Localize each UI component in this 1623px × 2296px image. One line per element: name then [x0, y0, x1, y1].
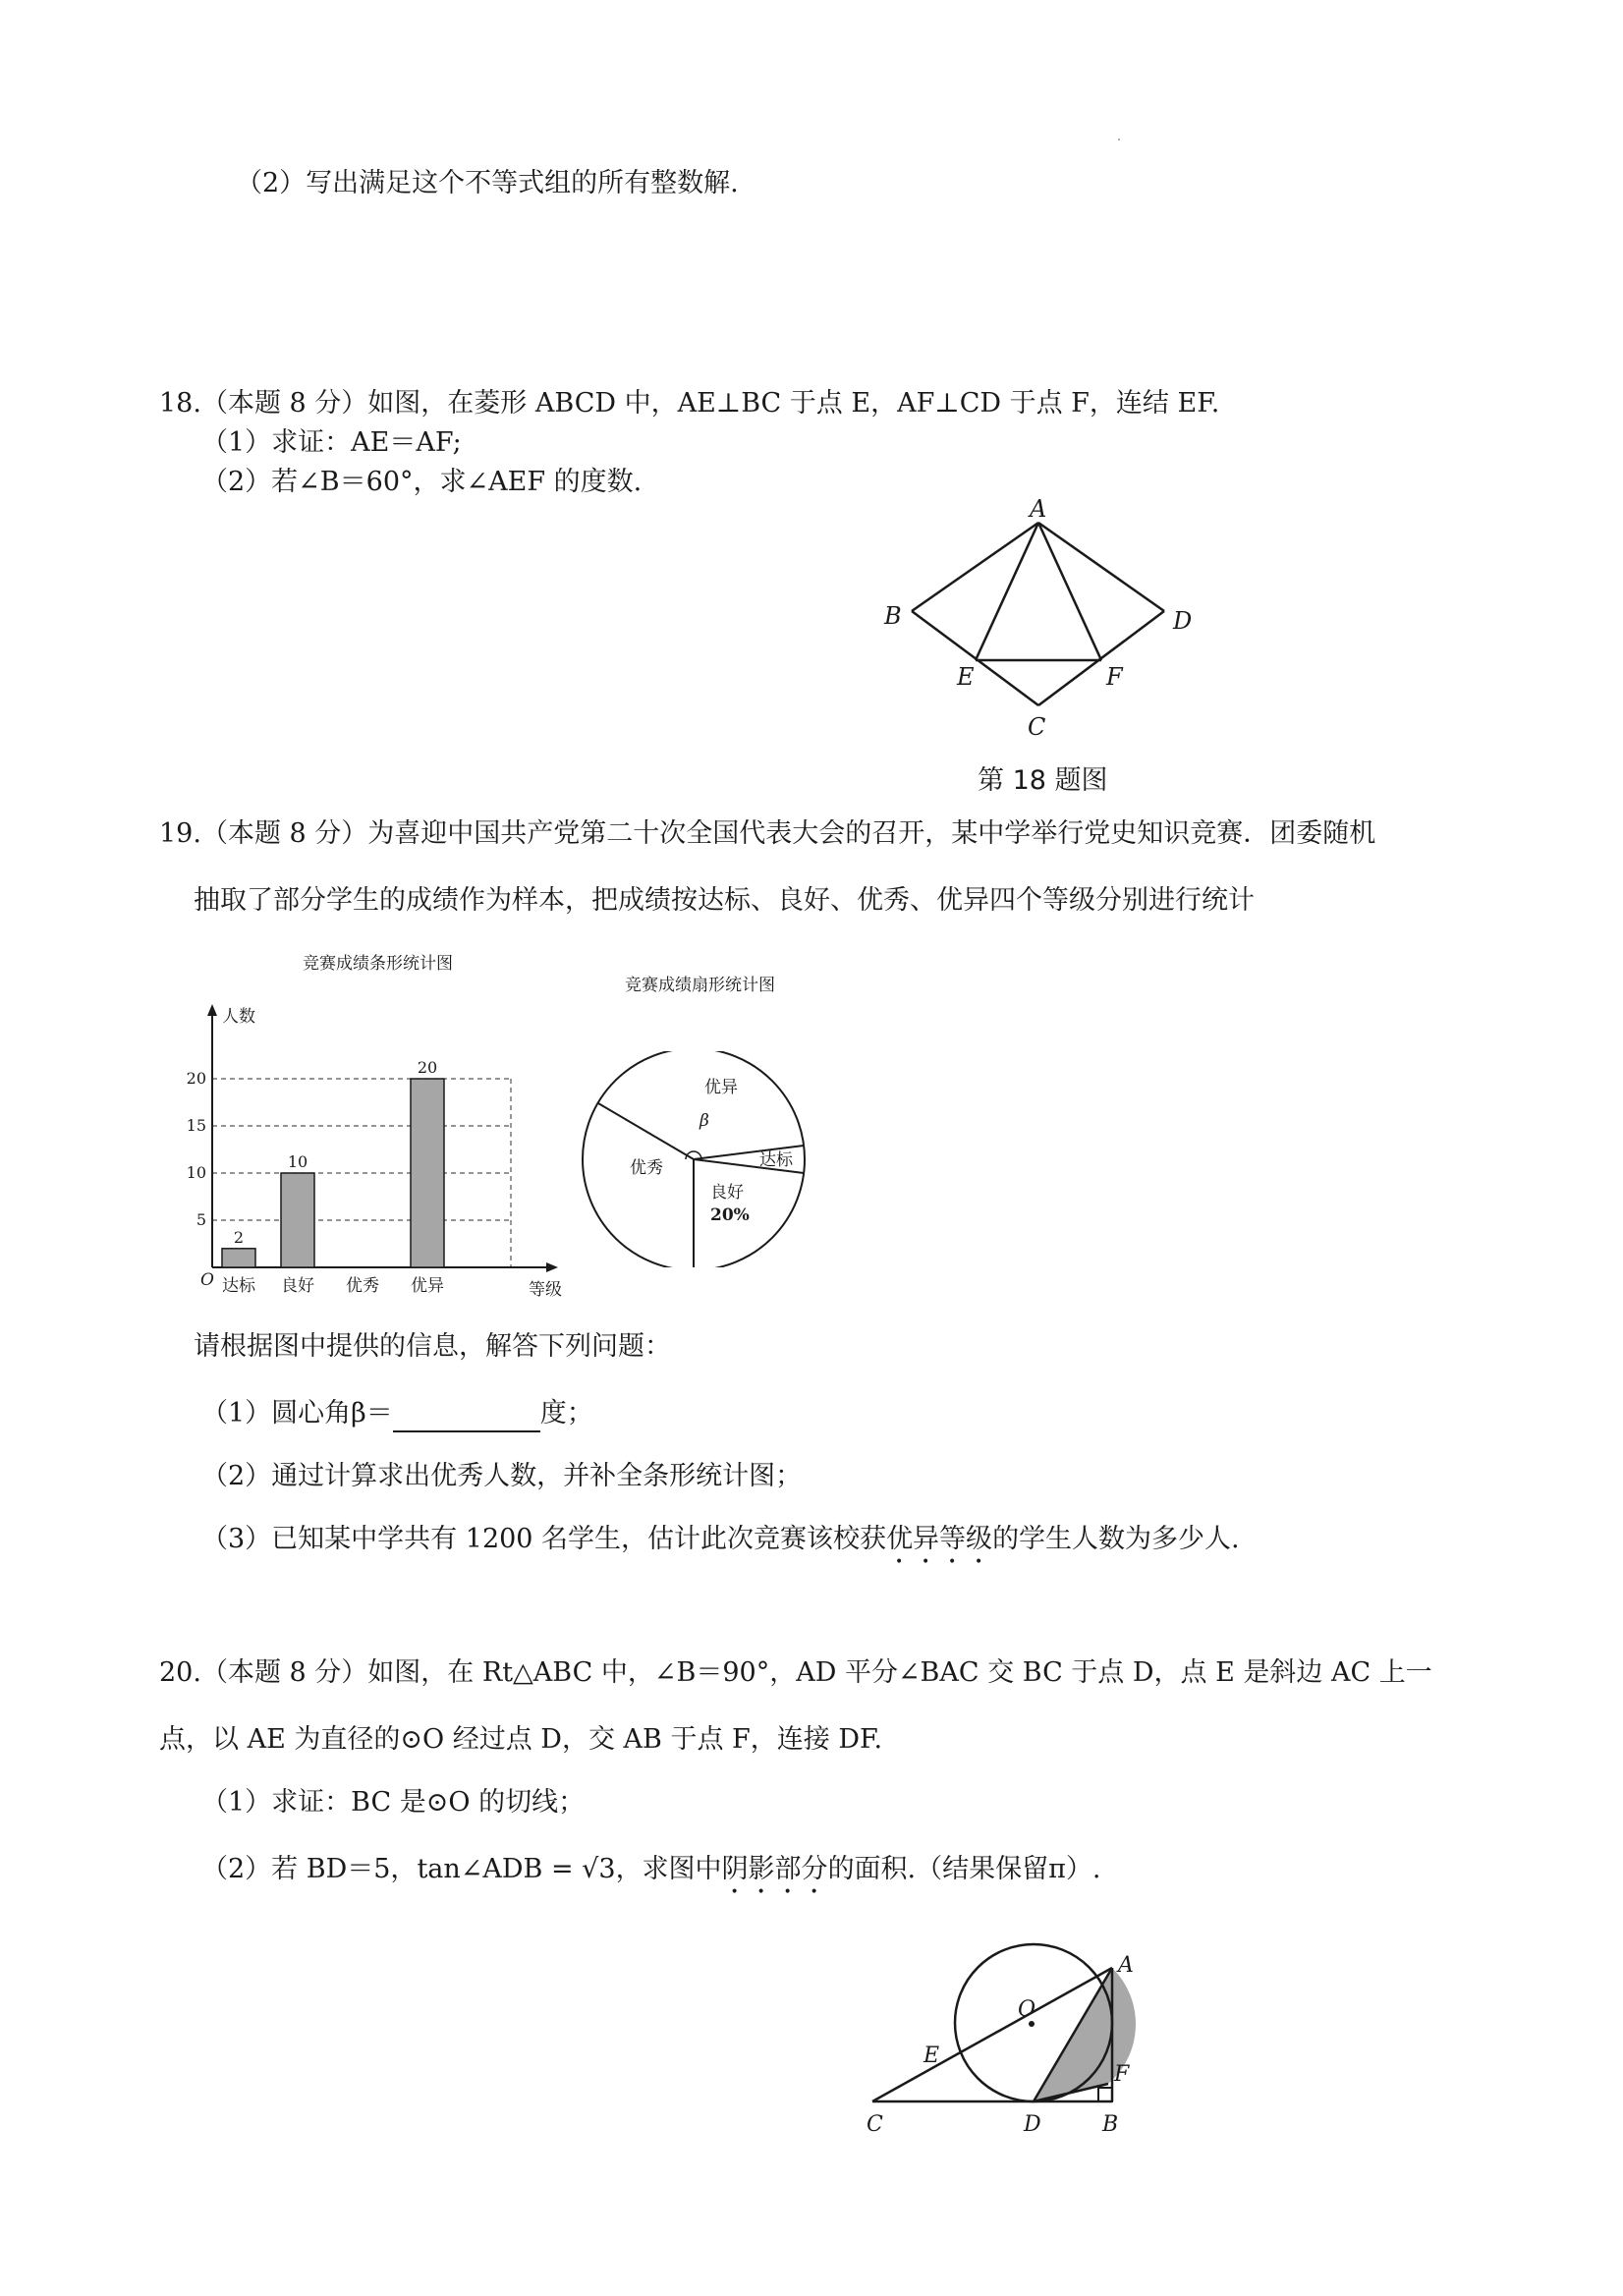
label-c: C: [1028, 713, 1046, 741]
bar-chart: [187, 992, 580, 1307]
q19-part3-emphasis: 优异等级: [886, 1524, 993, 1554]
pie-label-beta: β: [700, 1111, 709, 1131]
q18-part2: （2）若∠B＝60°，求∠AEF 的度数.: [201, 467, 643, 497]
category-label: 优秀: [346, 1276, 379, 1296]
pie-chart-title: 竞赛成绩扇形统计图: [625, 976, 775, 995]
q19-part1-post: 度；: [539, 1398, 593, 1428]
origin-label: O: [200, 1270, 214, 1290]
q18-rhombus-figure: [865, 491, 1218, 747]
bar-1: [281, 1173, 314, 1267]
q20-part2-pre: （2）若 BD＝5，: [201, 1854, 418, 1884]
pie-divider-excellent: [598, 1103, 694, 1159]
y-tick-label: 5: [196, 1210, 206, 1229]
label-b: B: [884, 602, 902, 630]
bar-0: [222, 1249, 255, 1267]
answer-blank[interactable]: [393, 1405, 540, 1432]
q19-prompt: 请根据图中提供的信息，解答下列问题：: [194, 1331, 671, 1362]
label-a: A: [1118, 1953, 1134, 1978]
q19-part1-pre: （1）圆心角β＝: [201, 1398, 393, 1428]
q19-part1: [201, 1395, 593, 1432]
bar-3: [411, 1079, 444, 1267]
q18-part1: （1）求证：AE＝AF;: [201, 427, 462, 458]
bar-value-label: 10: [287, 1152, 308, 1171]
q19-part3-pre: （3）已知某中学共有 1200 名学生，估计此次竞赛该校获: [201, 1524, 887, 1554]
pie-label-good: 良好: [710, 1183, 744, 1203]
q20-part2: [201, 1851, 1100, 1900]
label-f: F: [1114, 2062, 1130, 2087]
bar-chart-title: 竞赛成绩条形统计图: [303, 954, 453, 974]
q20-part1: （1）求证：BC 是⊙O 的切线；: [201, 1787, 586, 1818]
y-tick-label: 10: [187, 1163, 206, 1182]
label-e: E: [923, 2044, 940, 2068]
label-c: C: [867, 2112, 883, 2137]
pie-label-excellent: 优秀: [630, 1158, 663, 1178]
q17-part2: （2）写出满足这个不等式组的所有整数解.: [236, 168, 739, 198]
label-e: E: [957, 663, 975, 691]
y-axis-arrow: [207, 1004, 217, 1016]
category-label: 达标: [222, 1276, 255, 1296]
category-label: 优异: [411, 1276, 444, 1296]
q20-stem-line1: 20.（本题 8 分）如图，在 Rt△ABC 中，∠B＝90°，AD 平分∠BAC 交 BC 于点 D，点 E 是斜边 AC 上一: [159, 1657, 1432, 1688]
q20-circle-figure: [855, 1940, 1169, 2147]
q20-part2-mid: ，求图中: [615, 1854, 722, 1884]
pie-label-pass: 达标: [759, 1150, 793, 1170]
label-d: D: [1173, 607, 1193, 635]
label-b: B: [1102, 2112, 1119, 2137]
q20-part2-emphasis: 阴影部分: [721, 1854, 828, 1884]
q19-part3: [201, 1521, 1240, 1570]
bar-value-label: 20: [417, 1058, 438, 1077]
q19-part3-post: 的学生人数为多少人.: [992, 1524, 1240, 1554]
label-o: O: [1018, 1997, 1036, 2022]
pie-label-outstanding: 优异: [704, 1078, 738, 1097]
right-angle-mark: [1098, 2088, 1112, 2101]
q20-part2-math: tan∠ADB = √3: [417, 1854, 616, 1884]
y-tick-label: 20: [187, 1069, 206, 1088]
pie-chart: [575, 1051, 811, 1267]
y-tick-label: 15: [187, 1116, 206, 1135]
y-axis-label: 人数: [222, 1007, 255, 1027]
q19-stem-line2: 抽取了部分学生的成绩作为样本，把成绩按达标、良好、优秀、优异四个等级分别进行统计: [194, 885, 1255, 916]
pie-label-good-pct: 20%: [710, 1205, 750, 1225]
page-speck: [1118, 139, 1120, 140]
label-d: D: [1024, 2112, 1041, 2137]
x-axis-arrow: [546, 1262, 558, 1272]
bar-value-label: 2: [233, 1227, 245, 1247]
label-f: F: [1106, 663, 1123, 691]
q19-part2: （2）通过计算求出优秀人数，并补全条形统计图；: [201, 1461, 803, 1491]
q20-part2-post: 的面积.（结果保留π）.: [827, 1854, 1101, 1884]
q19-stem-line1: 19.（本题 8 分）为喜迎中国共产党第二十次全国代表大会的召开，某中学举行党史知识竞赛．团委随机: [159, 818, 1376, 849]
q20-stem-line2: 点，以 AE 为直径的⊙O 经过点 D，交 AB 于点 F，连接 DF.: [159, 1724, 883, 1755]
edge-bc: [912, 611, 1038, 705]
q18-stem: 18.（本题 8 分）如图，在菱形 ABCD 中，AE⊥BC 于点 E，AF⊥CD 于点 F，连结 EF.: [159, 388, 1220, 419]
category-label: 良好: [281, 1276, 314, 1296]
label-a: A: [1030, 495, 1047, 523]
q18-caption: 第 18 题图: [978, 765, 1108, 796]
x-axis-label: 等级: [529, 1280, 562, 1300]
